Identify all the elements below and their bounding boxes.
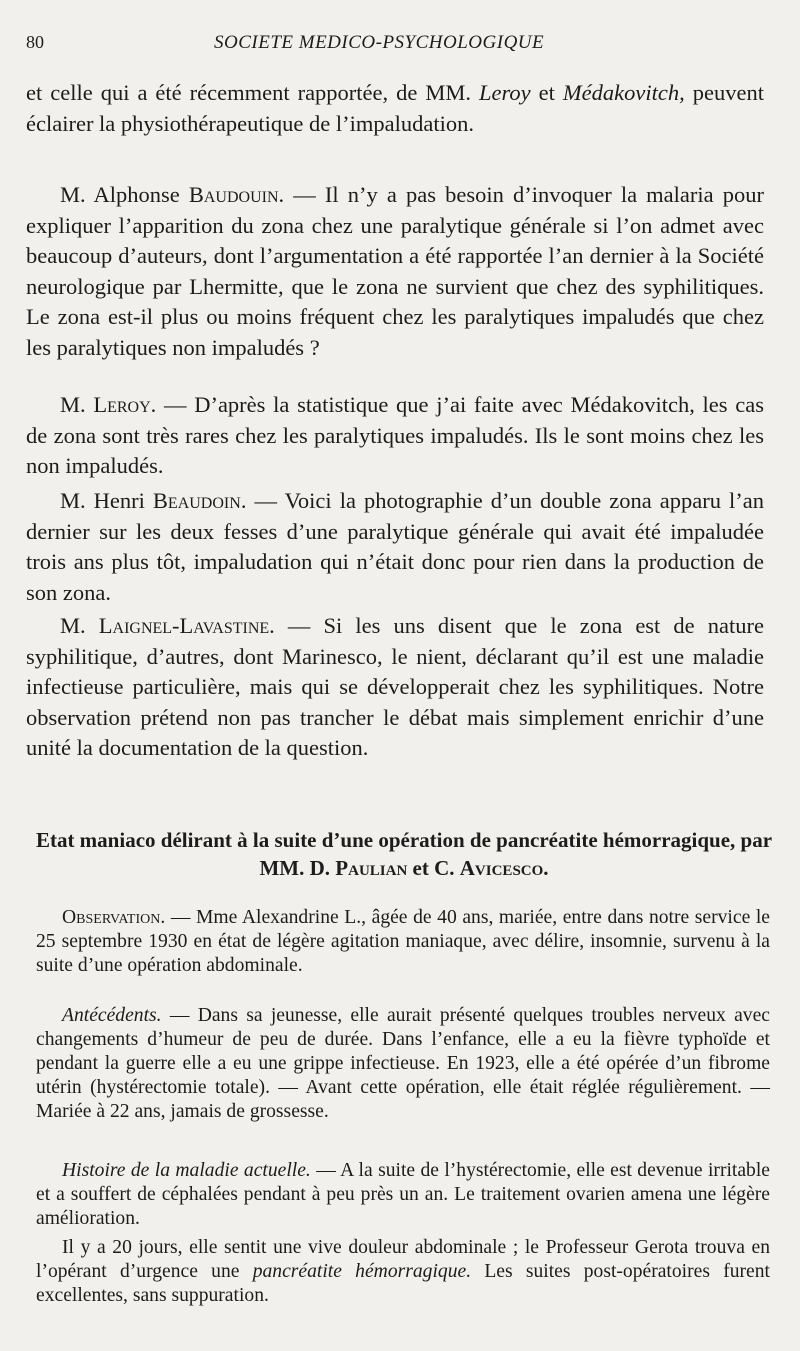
title-text: . bbox=[543, 856, 549, 880]
speaker-name: Baudouin bbox=[188, 182, 279, 207]
text: et bbox=[530, 80, 563, 105]
page-number: 80 bbox=[26, 32, 44, 52]
section-label: Antécédents. bbox=[62, 1005, 162, 1026]
paragraph-laignel-lavastine bbox=[26, 611, 764, 764]
page-header bbox=[26, 32, 786, 60]
section-label: Observation bbox=[62, 907, 161, 928]
paragraph-observation bbox=[36, 906, 770, 978]
speaker-name: Beaudoin bbox=[152, 488, 241, 513]
speech-text: . — Si les uns disent que le zona est de nature syphilitique, d’autres, dont Marinesco, le nient, déclarant qu’il est une maladie infectieuse particulière, mais qui se développerait chez les syphilitiques. Notre observation prétend non pas trancher le débat mais simplement enrichir d’une unité la documentation de la question. bbox=[26, 613, 765, 760]
body-text: Les suites post-opératoires furent excellentes, sans suppuration. bbox=[36, 1261, 770, 1306]
paragraph-beaudoin bbox=[26, 486, 764, 608]
paragraph-intro bbox=[26, 78, 764, 139]
paragraph-antecedents bbox=[36, 1004, 770, 1124]
body-text: Il y a 20 jours, elle sentit une vive douleur abdominale ; le Professeur Gerota trouva en l’opérant d’urgence une bbox=[36, 1237, 770, 1282]
speaker-name: Laignel-Lavastine bbox=[98, 613, 270, 638]
paragraph-leroy bbox=[26, 390, 764, 482]
speaker-prefix: M. bbox=[60, 392, 94, 417]
author-name: Leroy bbox=[479, 80, 531, 105]
text: et celle qui a été récemment rapportée, de MM. bbox=[26, 80, 480, 105]
speaker-prefix: M. bbox=[60, 613, 99, 638]
author-name: Médakovitch, bbox=[562, 80, 685, 105]
body-text: — A la suite de l’hystérectomie, elle est devenue irritable et a souffert de céphalées pendant à peu près un an. Le traitement ovarien amena une légère amélioration. bbox=[36, 1160, 770, 1229]
title-text: et C. bbox=[407, 856, 460, 880]
speaker-name: Leroy bbox=[93, 392, 151, 417]
speech-text: . — Il n’y a pas besoin d’invoquer la malaria pour expliquer l’apparition du zona chez une paralytique générale si l’on admet avec beaucoup d’auteurs, dont l’argumentation a été rapportée l’an dernier à la Société neurologique par Lhermitte, que le zona ne survient que chez des syphilitiques. Le zona est-il plus ou moins fréquent chez les paralytiques impaludés que chez les paralytiques non impaludés ? bbox=[26, 182, 764, 360]
paragraph-histoire bbox=[36, 1159, 770, 1231]
speaker-prefix: M. Alphonse bbox=[60, 182, 189, 207]
author-name: Avicesco bbox=[459, 856, 544, 880]
article-title bbox=[34, 826, 774, 882]
speech-text: . — Voici la photographie d’un double zona apparu l’an dernier sur les deux fesses d’une paralytique générale qui avait été impaludée trois ans plus tôt, impaludation qui n’était donc pour rien dans la production de son zona. bbox=[26, 488, 764, 605]
diagnosis: pancréatite hémorragique. bbox=[252, 1261, 472, 1282]
body-text: . — Mme Alexandrine L., âgée de 40 ans, mariée, entre dans notre service le 25 septembre 1930 en état de légère agitation maniaque, avec délire, insomnie, survenu à la suite d’une opération abdominale. bbox=[36, 907, 770, 976]
title-text: Etat maniaco délirant à la suite d’une opération de pancréatite hémorragique, par MM. D. bbox=[35, 828, 773, 880]
text: peuvent éclairer la physiothérapeutique de l’impaludation. bbox=[26, 80, 764, 136]
body-text: — Dans sa jeunesse, elle aurait présenté quelques troubles nerveux avec changements d’humeur de peu de durée. Dans l’enfance, elle a eu la fièvre typhoïde et pendant la guerre elle a eu une grippe infectieuse. En 1923, elle a été opérée d’un fibrome utérin (hystérectomie totale). — Avant cette opération, elle était réglée régulièrement. — Mariée à 22 ans, jamais de grossesse. bbox=[36, 1005, 770, 1122]
running-head: SOCIETE MEDICO-PSYCHOLOGIQUE bbox=[214, 32, 545, 53]
section-label: Histoire de la maladie actuelle. bbox=[62, 1160, 311, 1181]
speech-text: . — D’après la statistique que j’ai faite avec Médakovitch, les cas de zona sont très rares chez les paralytiques impaludés. Ils le sont moins chez les non impaludés. bbox=[26, 392, 764, 478]
author-name: Paulian bbox=[335, 856, 408, 880]
speaker-prefix: M. Henri bbox=[60, 488, 153, 513]
paragraph-baudouin bbox=[26, 180, 764, 363]
paragraph-operation bbox=[36, 1236, 770, 1308]
